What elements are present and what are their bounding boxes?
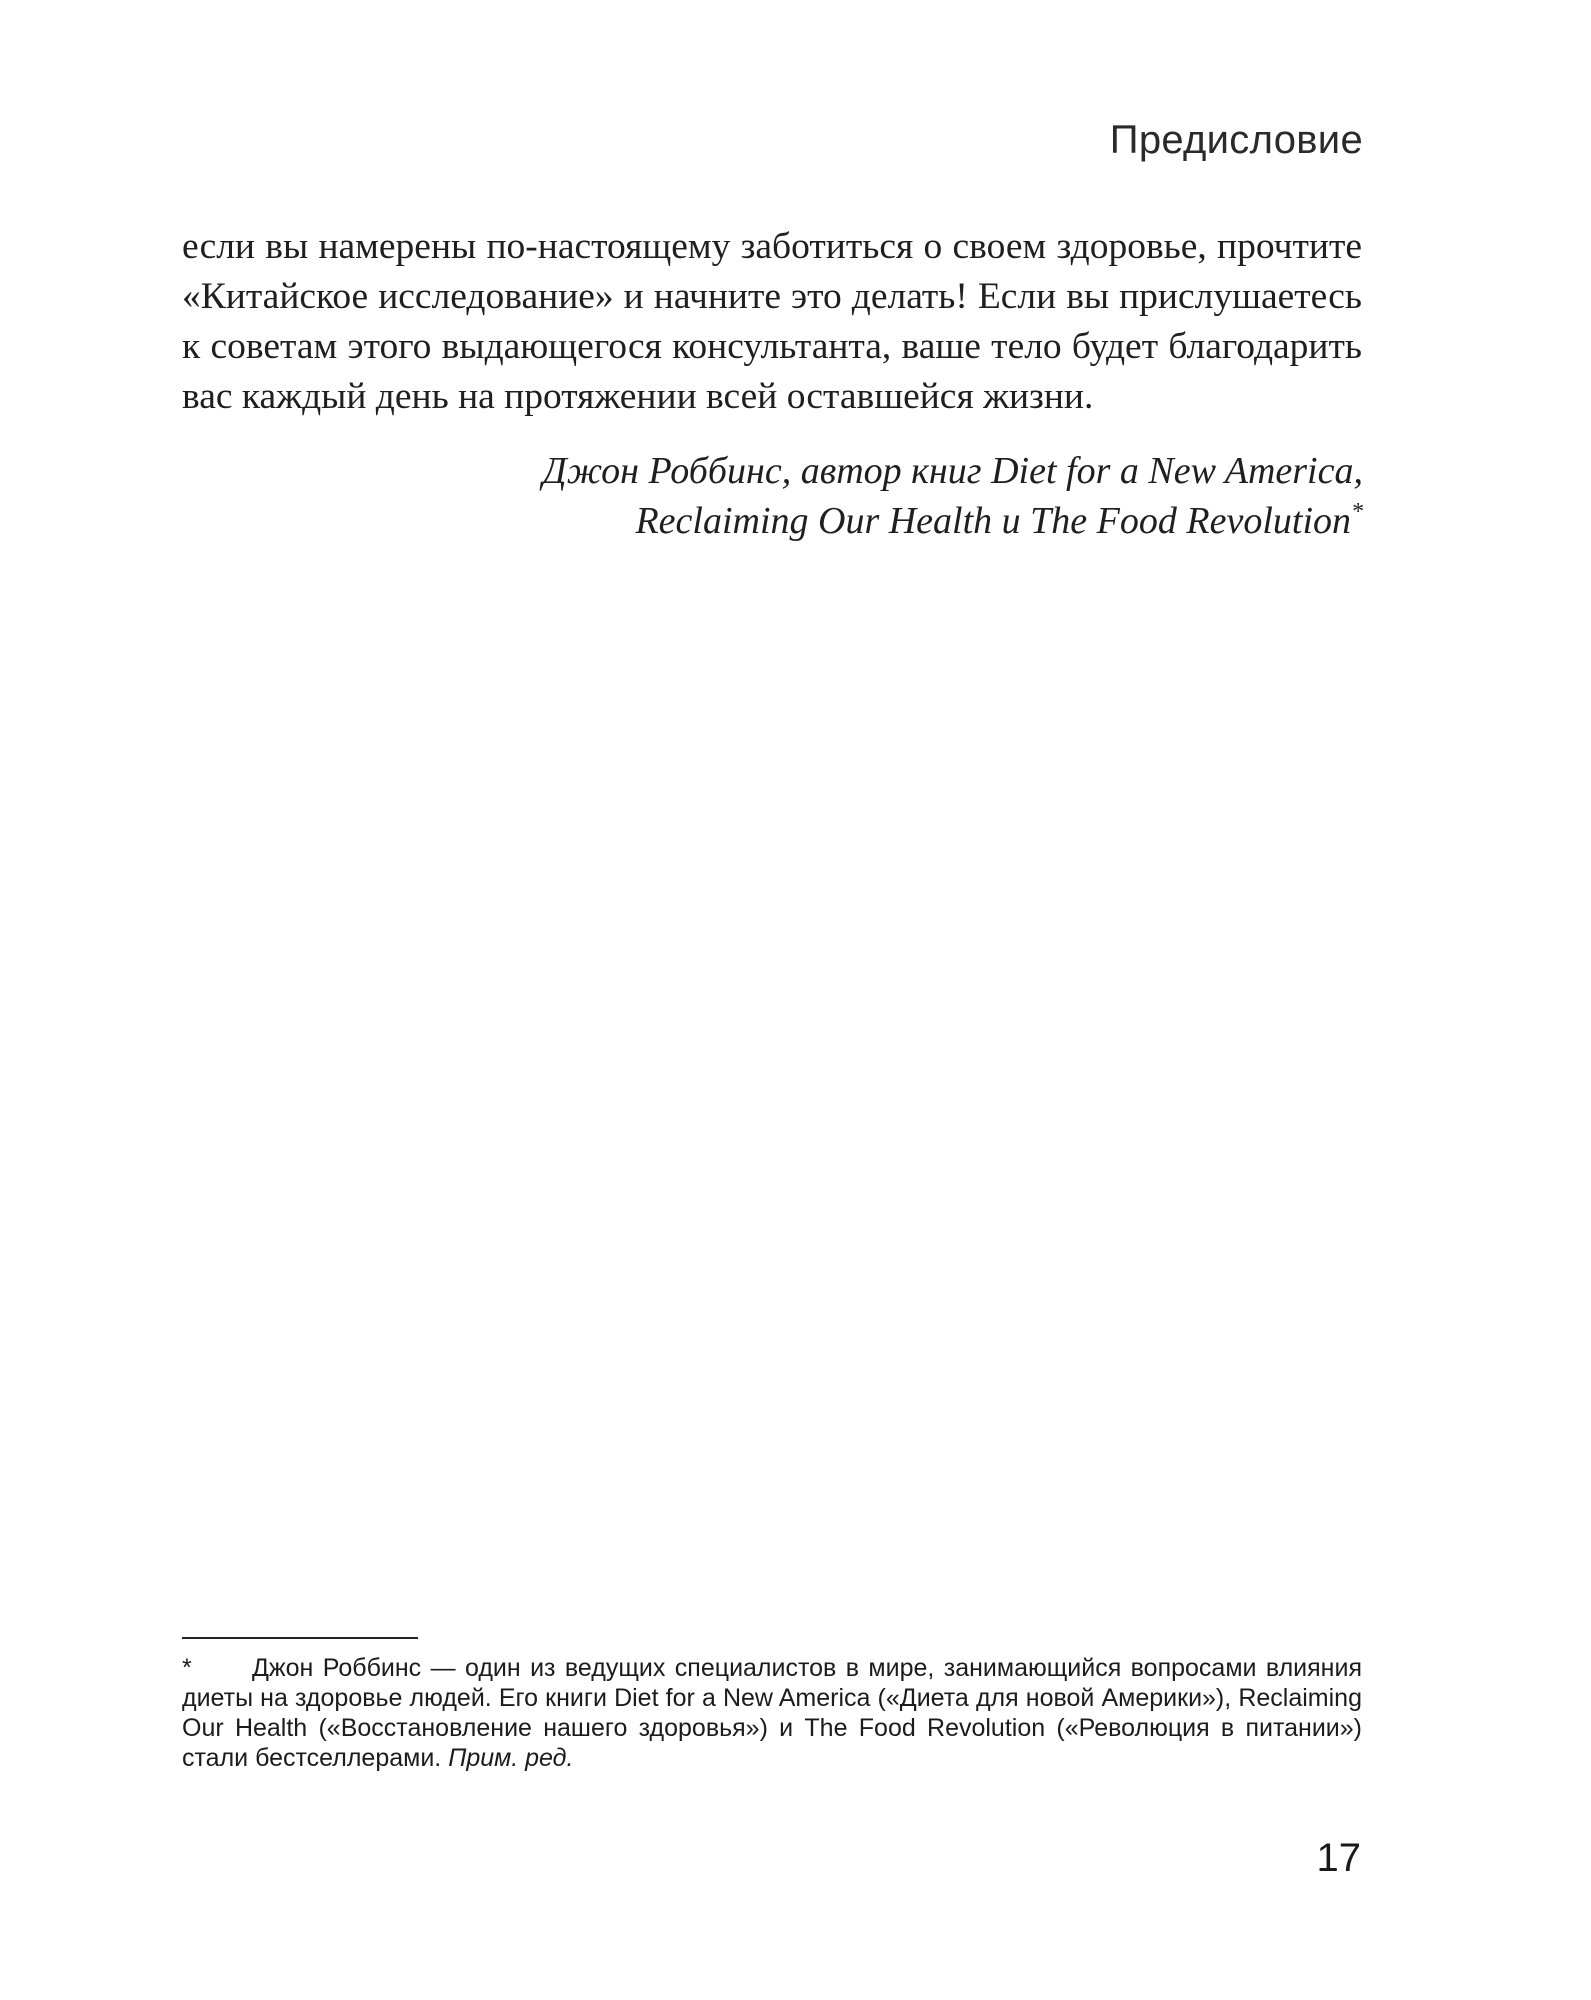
footnote-text: стали бестселлерами. <box>182 1744 442 1772</box>
footnote-line <box>182 1743 1362 1773</box>
footnote-reference-mark[interactable]: * <box>1351 499 1363 525</box>
attribution-line: Джон Роббинс, автор книг Diet for a New America, <box>542 450 1363 492</box>
page-number: 17 <box>1316 1836 1361 1880</box>
body-line: если вы намерены по-настоящему заботиться о своем здоровье, прочтите <box>182 226 1362 267</box>
body-line: «Китайское исследование» и начните это делать! Если вы прислушаетесь <box>182 276 1362 317</box>
body-line: вас каждый день на протяжении всей оставшейся жизни. <box>182 376 1094 417</box>
editor-note: Прим. ред. <box>448 1744 574 1772</box>
footnote-text: Джон Роббинс — один из ведущих специалистов в мире, занимающийся вопросами влияния <box>252 1654 1362 1682</box>
footnote <box>182 1653 1362 1773</box>
footnote-line: Our Health («Восстановление нашего здоровья») и The Food Revolution («Революция в питании») <box>182 1714 1362 1742</box>
attribution-line-text: Reclaiming Our Health и The Food Revolution <box>635 500 1351 542</box>
footnote-separator <box>182 1637 418 1639</box>
quote-attribution <box>543 446 1363 546</box>
body-line: к советам этого выдающегося консультанта, ваше тело будет благодарить <box>182 326 1362 367</box>
body-paragraph <box>182 222 1362 422</box>
footnote-line: диеты на здоровье людей. Его книги Diet for a New America («Диета для новой Америки»), Reclaiming <box>182 1684 1362 1712</box>
footnote-line <box>182 1653 1362 1683</box>
attribution-line-2 <box>543 496 1363 546</box>
footnote-marker: * <box>182 1654 192 1682</box>
running-head: Предисловие <box>1109 118 1363 162</box>
